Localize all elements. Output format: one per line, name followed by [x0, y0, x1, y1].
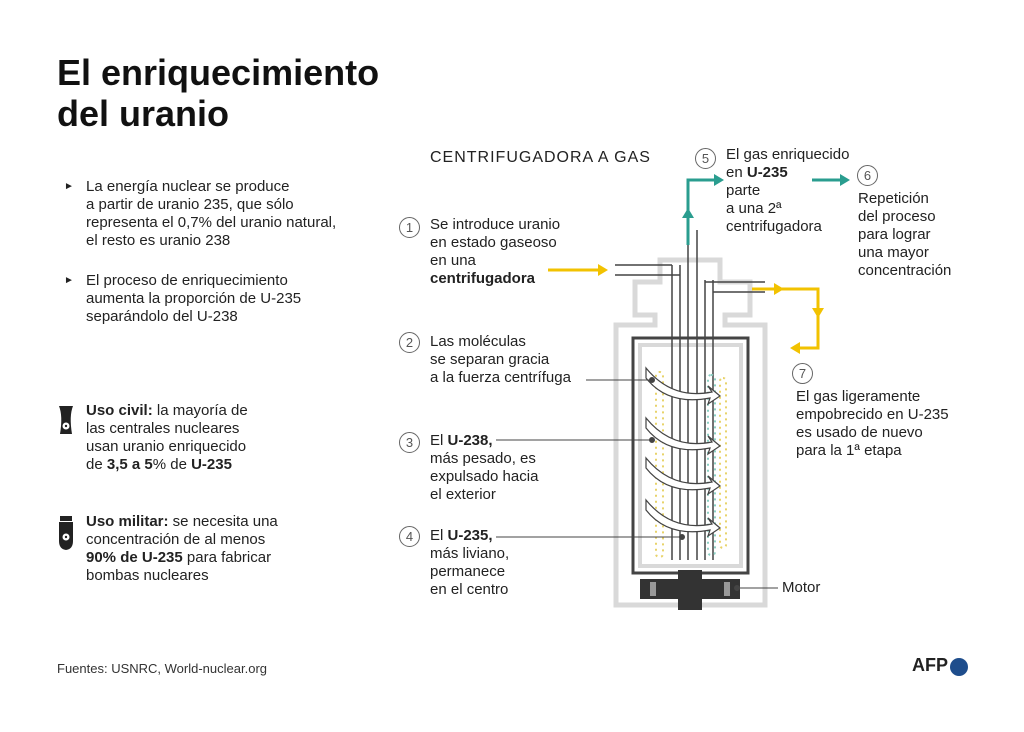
- step-7-label: [796, 388, 949, 460]
- civil-line: las centrales nucleares: [86, 420, 240, 437]
- step-6-line: Repetición: [858, 190, 929, 207]
- triangle-bullet-icon: ►: [64, 275, 74, 286]
- step-4-isotope: U-235,: [447, 527, 493, 544]
- step-7-line: es usado de nuevo: [796, 424, 923, 441]
- military-label: Uso militar:: [86, 513, 169, 530]
- bullet-1-line: a partir de uranio 235, que sólo: [86, 196, 294, 213]
- step-3-line: El: [430, 432, 448, 449]
- step-3-line: más pesado, es: [430, 450, 536, 467]
- step-1-line: en estado gaseoso: [430, 234, 557, 251]
- civil-isotope: U-235: [191, 456, 232, 473]
- step-3-line: expulsado hacia: [430, 468, 539, 485]
- bullet-1-line: el resto es uranio 238: [86, 232, 231, 249]
- bullet-1-line: La energía nuclear se produce: [86, 178, 290, 195]
- step-5-line: en: [726, 164, 747, 181]
- step-3-line: el exterior: [430, 486, 496, 503]
- military-percent: 90% de U-235: [86, 549, 183, 566]
- civil-percent: 3,5 a 5: [106, 456, 153, 473]
- step-4-line: permanece: [430, 563, 506, 580]
- step-1-keyword: centrifugadora: [430, 270, 536, 287]
- step-5-line: a una 2ª: [726, 200, 782, 217]
- step-1-label: [430, 216, 560, 288]
- step-2-line: se separan gracia: [430, 351, 550, 368]
- bullet-1-line: representa el 0,7% del uranio natural,: [86, 214, 337, 231]
- military-line: para fabricar: [182, 549, 272, 566]
- step-2-number: 2: [399, 332, 420, 353]
- diagram-heading: CENTRIFUGADORA A GAS: [430, 149, 651, 166]
- source-note: Fuentes: USNRC, World-nuclear.org: [57, 661, 268, 676]
- triangle-bullet-icon: ►: [64, 181, 74, 192]
- title-line-1: El enriquecimiento: [57, 52, 380, 93]
- step-4-line: en el centro: [430, 581, 509, 598]
- step-5-isotope: U-235: [746, 164, 788, 181]
- step-1-number: 1: [399, 217, 420, 238]
- step-4-number: 4: [399, 526, 420, 547]
- step-5-label: [726, 146, 849, 236]
- military-line: concentración de al menos: [86, 531, 266, 548]
- step-7-line: El gas ligeramente: [796, 388, 921, 405]
- step-5-line: centrifugadora: [726, 218, 822, 235]
- military-line: se necesita una: [168, 513, 278, 530]
- step-3-label: [430, 432, 538, 504]
- civil-line: % de: [152, 456, 192, 473]
- title-line-2: del uranio: [57, 93, 230, 134]
- step-5-line: parte: [726, 182, 761, 199]
- step-3-number: 3: [399, 432, 420, 453]
- step-6-number: 6: [857, 165, 878, 186]
- step-6-line: del proceso: [858, 208, 936, 225]
- step-7-number: 7: [792, 363, 813, 384]
- bullet-2-line: El proceso de enriquecimiento: [86, 272, 288, 289]
- step-4-line: El: [430, 527, 448, 544]
- civil-line: la mayoría de: [152, 402, 248, 419]
- step-7-line: empobrecido en U-235: [796, 406, 949, 423]
- bullet-2-line: separándolo del U-238: [86, 308, 238, 325]
- motor-label: Motor: [782, 579, 821, 596]
- bullet-2-line: aumenta la proporción de U-235: [86, 290, 302, 307]
- step-6-line: concentración: [858, 262, 952, 279]
- civil-line: usan uranio enriquecido: [86, 438, 247, 455]
- step-4-line: más liviano,: [430, 545, 510, 562]
- civil-label: Uso civil:: [86, 402, 153, 419]
- step-5-line: El gas enriquecido: [726, 146, 850, 163]
- civil-line: de: [86, 456, 107, 473]
- step-2-line: Las moléculas: [430, 333, 526, 350]
- step-4-label: [430, 527, 509, 599]
- step-2-label: [430, 333, 571, 387]
- afp-logo-dot: [950, 658, 968, 676]
- step-6-line: una mayor: [858, 244, 929, 261]
- step-1-line: Se introduce uranio: [430, 216, 561, 233]
- step-5-number: 5: [695, 148, 716, 169]
- step-1-line: en una: [430, 252, 476, 269]
- military-line: bombas nucleares: [86, 567, 209, 584]
- step-6-line: para lograr: [858, 226, 931, 243]
- step-2-line: a la fuerza centrífuga: [430, 369, 571, 386]
- step-3-isotope: U-238,: [447, 432, 493, 449]
- afp-logo: AFP: [912, 655, 948, 675]
- step-6-label: [858, 190, 951, 280]
- step-7-line: para la 1ª etapa: [796, 442, 902, 459]
